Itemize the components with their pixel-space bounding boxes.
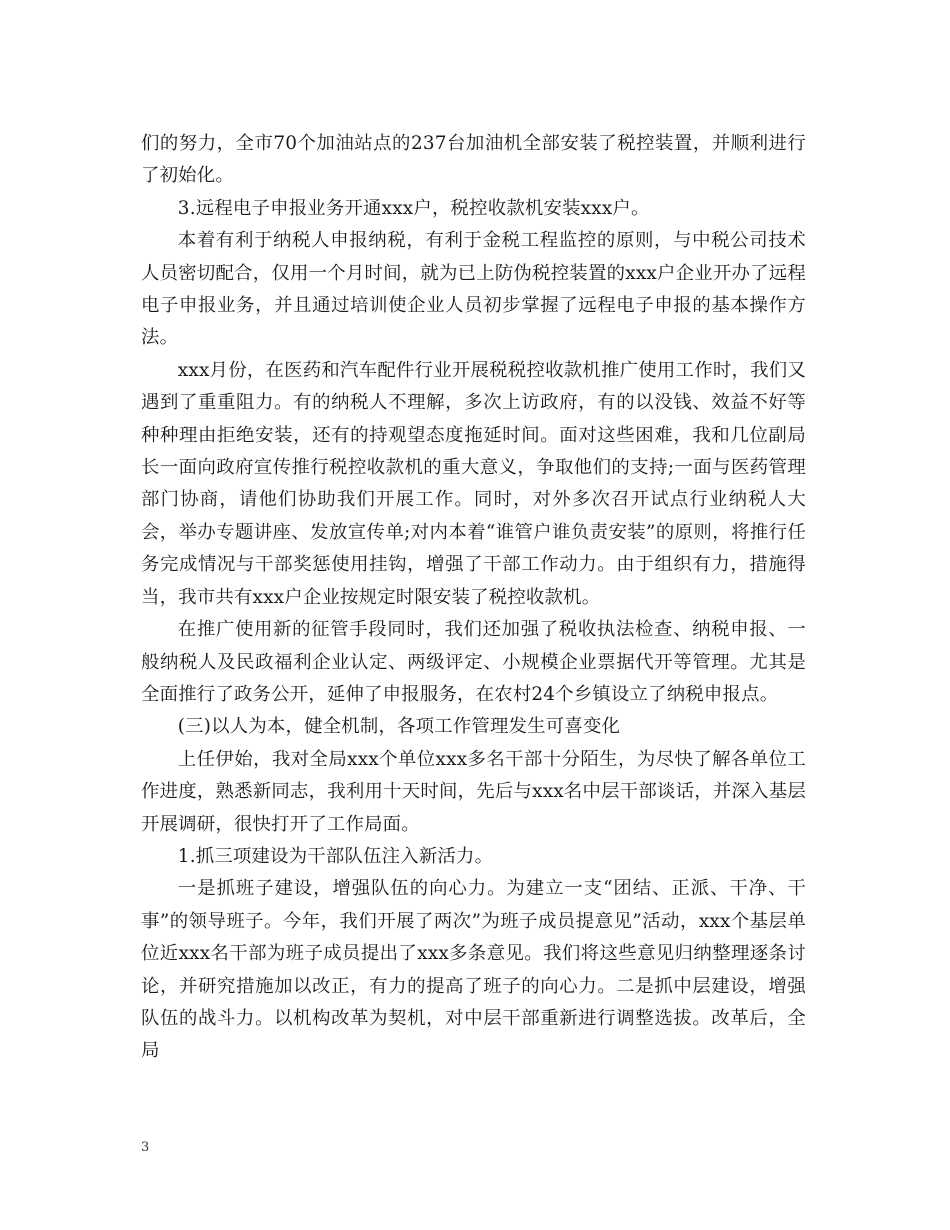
paragraph: 一是抓班子建设，增强队伍的向心力。为建立一支“团结、正派、干净、干事”的领导班子。今年，我们开展了两次”为班子成员提意见”活动，xxx个基层单位近xxx名干部为班子成员提出了xxx多条意见。我们将这些意见归纳整理逐条讨论，并研究措施加以改正，有力的提高了班子的向心力。二是抓中层建设，增强队伍的战斗力。以机构改革为契机，对中层干部重新进行调整选拔。改革后，全局 bbox=[141, 878, 806, 1062]
paragraph: 上任伊始，我对全局xxx个单位xxx多名干部十分陌生，为尽快了解各单位工作进度，熟悉新同志，我利用十天时间，先后与xxx名中层干部谈话，并深入基层开展调研，很快打开了工作局面。 bbox=[141, 748, 806, 835]
paragraph: 3.远程电子申报业务开通xxx户，税控收款机安装xxx户。 bbox=[177, 197, 650, 219]
paragraph: 们的努力，全市70个加油站点的237台加油机全部安装了税控装置，并顺利进行了初始化。 bbox=[141, 133, 806, 187]
paragraph: 在推广使用新的征管手段同时，我们还加强了税收执法检查、纳税申报、一般纳税人及民政福利企业认定、两级评定、小规模企业票据代开等管理。尤其是全面推行了政务公开，延伸了申报服务，在农村24个乡镇设立了纳税申报点。 bbox=[141, 619, 806, 705]
section-heading: (三)以人为本，健全机制，各项工作管理发生可喜变化 bbox=[177, 716, 621, 738]
subsection-heading: 1.抓三项建设为干部队伍注入新活力。 bbox=[177, 845, 494, 867]
paragraph: xxx月份，在医药和汽车配件行业开展税税控收款机推广使用工作时，我们又遇到了重重阻力。有的纳税人不理解，多次上访政府，有的以没钱、效益不好等种种理由拒绝安装，还有的持观望态度拖延时间。面对这些困难，我和几位副局长一面向政府宣传推行税控收款机的重大意义，争取他们的支持;一面与医药管理部门协商，请他们协助我们开展工作。同时，对外多次召开试点行业纳税人大会，举办专题讲座、发放宣传单;对内本着“谁管户谁负责安装”的原则，将推行任务完成情况与干部奖惩使用挂钩，增强了干部工作动力。由于组织有力，措施得当，我市共有xxx户企业按规定时限安装了税控收款机。 bbox=[141, 359, 806, 608]
paragraph: 本着有利于纳税人申报纳税，有利于金税工程监控的原则，与中税公司技术人员密切配合，仅用一个月时间，就为已上防伪税控装置的xxx户企业开办了远程电子申报业务，并且通过培训使企业人员初步掌握了远程电子申报的基本操作方法。 bbox=[141, 230, 806, 349]
document-body bbox=[141, 128, 806, 1068]
page-number: 3 bbox=[141, 1140, 150, 1155]
